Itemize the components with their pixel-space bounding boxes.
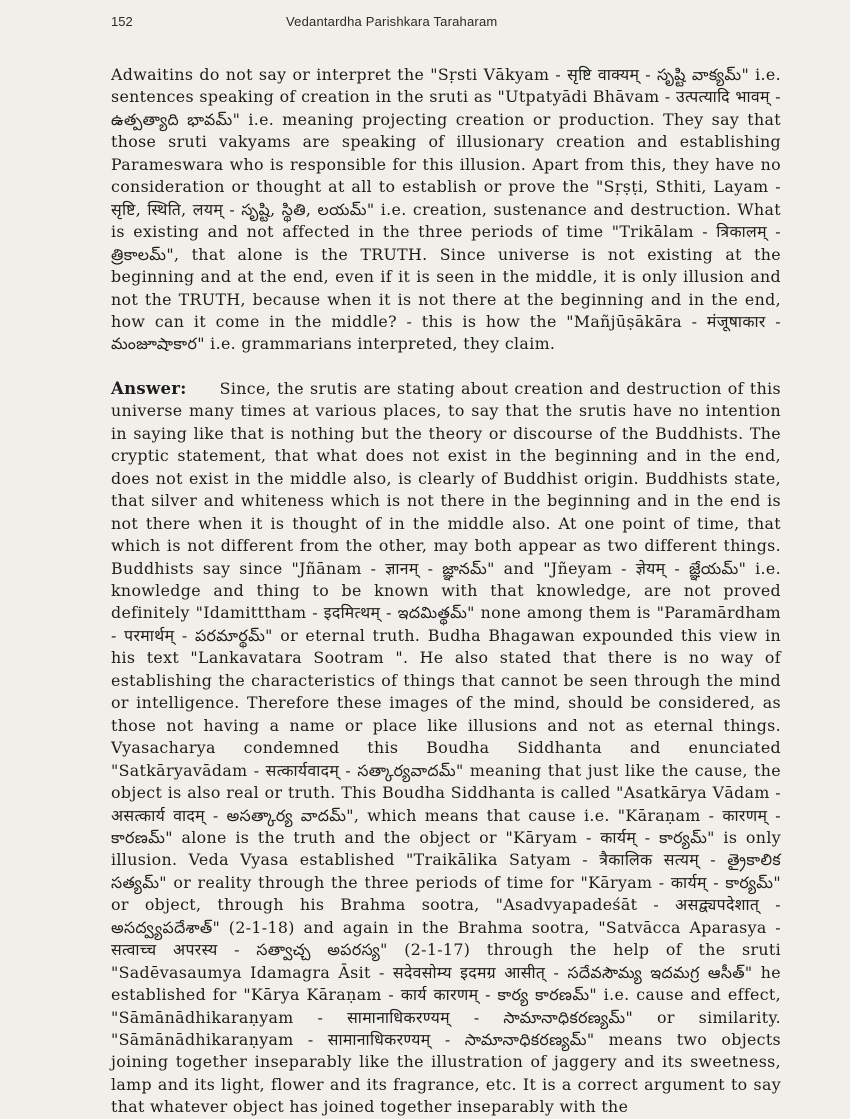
running-title: Vedantardha Parishkara Taraharam — [286, 14, 498, 29]
text-body — [111, 64, 781, 1119]
answer-label: Answer: — [111, 378, 214, 398]
page-number: 152 — [111, 14, 133, 29]
paragraph-objection — [111, 64, 781, 356]
paragraph-text: Adwaitins do not say or interpret the "Sṛsti Vākyam - सृष्टि वाक्यम् - సృష్టి వాక్యమ్" i.e. sentences speaking of creation in the sruti as "Utpatyādi Bhāvam - उत्पत्यादि भावम् - ఉత్పత్యాది భావమ్" i.e. meaning projecting creation or production. They say that those sruti vakyams are speaking of illusionary creation and establishing Parameswara who is responsible for this illusion. Apart from this, they have no consideration or thought at all to establish or prove the "Sṛṣṭi, Sthiti, Layam - सृष्टि, स्थिति, लयम् - సృష్టి, స్థితి, లయమ్" i.e. creation, sustenance and destruction. What is existing and not affected in the three periods of time "Trikālam - त्रिकालम् - త్రికాలమ్", that alone is the TRUTH. Since universe is not existing at the beginning and at the end, even if it is seen in the middle, it is only illusion and not the TRUTH, because when it is not there at the beginning and in the end, how can it come in the middle? - this is how the "Mañjūṣākāra - मंजूषाकार - మంజూషాకార" i.e. grammarians interpreted, they claim. — [111, 65, 781, 354]
paragraph-text: Since, the srutis are stating about creation and destruction of this universe many times at various places, to say that the srutis have no intention in saying like that is nothing but the theory or discourse of the Buddhists. The cryptic statement, that what does not exist in the beginning and in the end, does not exist in the middle also, is clearly of Buddhist origin. Buddhists state, that silver and whiteness which is not there in the beginning and in the end is not there when it is thought of in the middle also. At one point of time, that which is not different from the other, may both appear as two different things. Buddhists say since "Jñānam - ज्ञानम् - జ్ఞానమ్" and "Jñeyam - ज्ञेयम् - జ్ఞేయమ్" i.e. knowledge and thing to be known with that knowledge, are not proved definitely "Idamitttham - इदमित्थम् - ఇదమిత్థమ్" none among them is "Paramārdham - परमार्थम् - పరమార్థమ్" or eternal truth. Budha Bhagawan expounded this view in his text "Lankavatara Sootram ". He also stated that there is no way of establishing the characteristics of things that cannot be seen through the mind or intelligence. Therefore these images of the mind, should be considered, as those not having a name or place like illusions and not as eternal things. Vyasacharya condemned this Boudha Siddhanta and enunciated "Satkāryavādam - सत्कार्यवादम् - సత్కార్యవాదమ్" meaning that just like the cause, the object is also real or truth. This Boudha Siddhanta is called "Asatkārya Vādam - असत्कार्य वादम् - అసత్కార్య వాదమ్", which means that cause i.e. "Kāraṇam - कारणम् - కారణమ్" alone is the truth and the object or "Kāryam - कार्यम् - కార్యమ్" is only illusion. Veda Vyasa established "Traikālika Satyam - त्रैकालिक सत्यम् - త్రైకాలిక సత్యమ్" or reality through the three periods of time for "Kāryam - कार्यम् - కార్యమ్" or object, through his Brahma sootra, "Asadvyapadeśāt - असद्व्यपदेशात् - అసద్వ్యపదేశాత్" (2-1-18) and again in the Brahma sootra, "Satvācca Aparasya - सत्वाच्च अपरस्य - సత్వాచ్చ అపరస్య" (2-1-17) through the help of the sruti "Sadēvasaumya Idamagra Āsit - सदेवसोम्य इदमग्र आसीत् - సదేవసౌమ్య ఇదమగ్ర ఆసీత్" he established for "Kārya Kāraṇam - कार्य कारणम् - కార్య కారణమ్" i.e. cause and effect, "Sāmānādhikaraṇyam - सामानाधिकरण्यम् - సామానాధికరణ్యమ్" or similarity. "Sāmānādhikaraṇyam - सामानाधिकरण्यम् - సామానాధికరణ్యమ్" means two objects joining together inseparably like the illustration of jaggery and its sweetness, lamp and its light, flower and its fragrance, etc. It is a correct argument to say that whatever object has joined together inseparably with the — [111, 378, 781, 1117]
page-header — [111, 14, 751, 34]
paragraph-answer — [111, 378, 781, 1119]
